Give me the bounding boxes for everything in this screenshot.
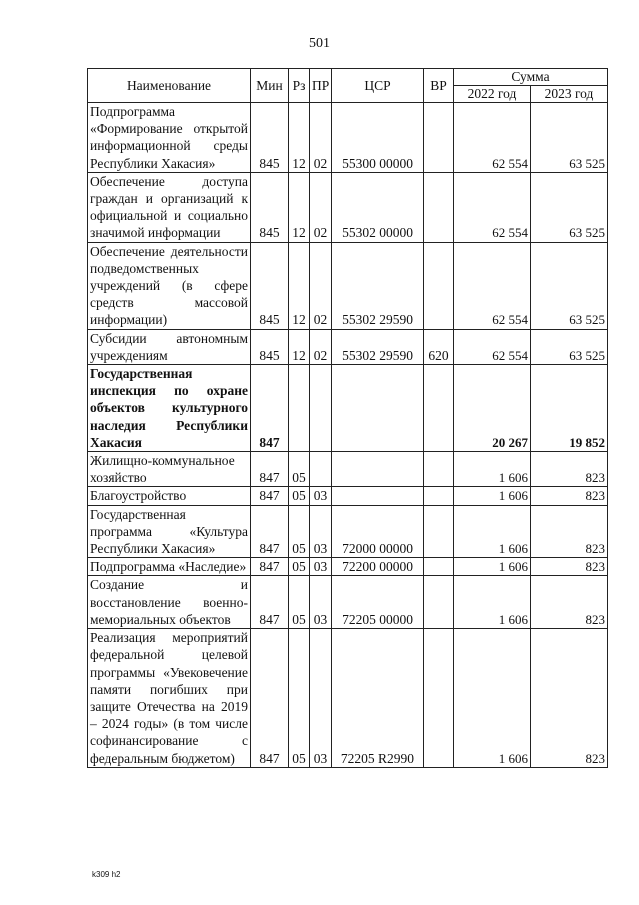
cell-2022: 62 554 xyxy=(454,103,531,173)
cell-min: 847 xyxy=(251,487,289,505)
table-header xyxy=(88,69,608,103)
cell-vr xyxy=(424,103,454,173)
cell-rz: 12 xyxy=(289,242,310,329)
cell-csr: 72205 R2990 xyxy=(332,629,424,768)
cell-pr xyxy=(310,365,332,452)
cell-csr: 55302 00000 xyxy=(332,172,424,242)
cell-2023: 19 852 xyxy=(531,365,608,452)
cell-rz: 12 xyxy=(289,103,310,173)
cell-min: 847 xyxy=(251,365,289,452)
cell-pr: 03 xyxy=(310,487,332,505)
header-rz: Рз xyxy=(289,69,310,103)
cell-2022: 1 606 xyxy=(454,452,531,487)
footer-code: k309 h2 xyxy=(92,870,121,879)
cell-2022: 1 606 xyxy=(454,629,531,768)
cell-pr xyxy=(310,452,332,487)
table-row xyxy=(88,242,608,329)
header-pr: ПР xyxy=(310,69,332,103)
cell-2023: 823 xyxy=(531,452,608,487)
header-vr: ВР xyxy=(424,69,454,103)
cell-pr: 03 xyxy=(310,558,332,576)
cell-min: 847 xyxy=(251,505,289,558)
cell-vr xyxy=(424,576,454,629)
cell-rz: 12 xyxy=(289,172,310,242)
header-csr: ЦСР xyxy=(332,69,424,103)
table-row xyxy=(88,558,608,576)
cell-2023: 63 525 xyxy=(531,329,608,364)
cell-name: Государственная программа «Культура Республики Хакасия» xyxy=(88,505,251,558)
cell-csr xyxy=(332,452,424,487)
cell-vr xyxy=(424,629,454,768)
cell-2023: 823 xyxy=(531,629,608,768)
cell-csr: 55302 29590 xyxy=(332,329,424,364)
cell-pr: 02 xyxy=(310,329,332,364)
cell-2022: 20 267 xyxy=(454,365,531,452)
cell-csr xyxy=(332,365,424,452)
cell-2023: 63 525 xyxy=(531,242,608,329)
cell-2023: 63 525 xyxy=(531,172,608,242)
table-row xyxy=(88,103,608,173)
cell-2022: 62 554 xyxy=(454,242,531,329)
cell-csr: 55302 29590 xyxy=(332,242,424,329)
cell-vr xyxy=(424,172,454,242)
cell-rz: 05 xyxy=(289,558,310,576)
cell-min: 847 xyxy=(251,629,289,768)
cell-vr xyxy=(424,558,454,576)
cell-2022: 1 606 xyxy=(454,487,531,505)
cell-2022: 1 606 xyxy=(454,558,531,576)
cell-name: Подпрограмма «Наследие» xyxy=(88,558,251,576)
cell-csr: 72000 00000 xyxy=(332,505,424,558)
cell-name: Субсидии автономным учреждениям xyxy=(88,329,251,364)
cell-name: Подпрограмма «Формирование открытой информационной среды Республики Хакасия» xyxy=(88,103,251,173)
cell-min: 845 xyxy=(251,242,289,329)
cell-pr: 02 xyxy=(310,172,332,242)
cell-name: Реализация мероприятий федеральной целевой программы «Увековечение памяти погибших при защите Отечества на 2019 – 2024 годы» (в том числе софинансирование с федеральным бюджетом) xyxy=(88,629,251,768)
cell-rz: 05 xyxy=(289,576,310,629)
header-sum: Сумма xyxy=(454,69,608,86)
cell-vr xyxy=(424,487,454,505)
cell-vr xyxy=(424,505,454,558)
cell-name: Обеспечение доступа граждан и организаций к официальной и социально значимой информации xyxy=(88,172,251,242)
cell-2022: 1 606 xyxy=(454,505,531,558)
cell-2022: 62 554 xyxy=(454,172,531,242)
cell-name: Государственная инспекция по охране объектов культурного наследия Республики Хакасия xyxy=(88,365,251,452)
cell-rz: 05 xyxy=(289,505,310,558)
budget-table xyxy=(87,68,608,768)
cell-min: 847 xyxy=(251,558,289,576)
table-row xyxy=(88,505,608,558)
cell-min: 847 xyxy=(251,452,289,487)
header-name: Наименование xyxy=(88,69,251,103)
page-number: 501 xyxy=(309,36,330,51)
header-min: Мин xyxy=(251,69,289,103)
cell-min: 845 xyxy=(251,172,289,242)
cell-csr: 72205 00000 xyxy=(332,576,424,629)
cell-rz: 05 xyxy=(289,487,310,505)
cell-2023: 63 525 xyxy=(531,103,608,173)
cell-2023: 823 xyxy=(531,505,608,558)
table-row xyxy=(88,576,608,629)
cell-name: Благоустройство xyxy=(88,487,251,505)
cell-vr xyxy=(424,365,454,452)
cell-pr: 02 xyxy=(310,242,332,329)
cell-vr xyxy=(424,242,454,329)
table-row xyxy=(88,452,608,487)
cell-name: Жилищно-коммунальное хозяйство xyxy=(88,452,251,487)
header-year-2022: 2022 год xyxy=(454,86,531,103)
cell-pr: 02 xyxy=(310,103,332,173)
header-year-2023: 2023 год xyxy=(531,86,608,103)
cell-rz: 05 xyxy=(289,452,310,487)
cell-min: 847 xyxy=(251,576,289,629)
cell-csr: 72200 00000 xyxy=(332,558,424,576)
cell-min: 845 xyxy=(251,103,289,173)
cell-2022: 1 606 xyxy=(454,576,531,629)
table-body xyxy=(88,103,608,768)
cell-pr: 03 xyxy=(310,505,332,558)
cell-min: 845 xyxy=(251,329,289,364)
cell-pr: 03 xyxy=(310,629,332,768)
cell-vr: 620 xyxy=(424,329,454,364)
cell-rz xyxy=(289,365,310,452)
cell-vr xyxy=(424,452,454,487)
cell-2022: 62 554 xyxy=(454,329,531,364)
cell-rz: 12 xyxy=(289,329,310,364)
table-row xyxy=(88,172,608,242)
cell-pr: 03 xyxy=(310,576,332,629)
cell-2023: 823 xyxy=(531,558,608,576)
table-row xyxy=(88,629,608,768)
table-row xyxy=(88,487,608,505)
cell-csr xyxy=(332,487,424,505)
cell-2023: 823 xyxy=(531,576,608,629)
cell-rz: 05 xyxy=(289,629,310,768)
cell-name: Создание и восстановление военно-мемориальных объектов xyxy=(88,576,251,629)
table-row xyxy=(88,329,608,364)
cell-name: Обеспечение деятельности подведомственных учреждений (в сфере средств массовой информации) xyxy=(88,242,251,329)
cell-csr: 55300 00000 xyxy=(332,103,424,173)
table-row xyxy=(88,365,608,452)
cell-2023: 823 xyxy=(531,487,608,505)
